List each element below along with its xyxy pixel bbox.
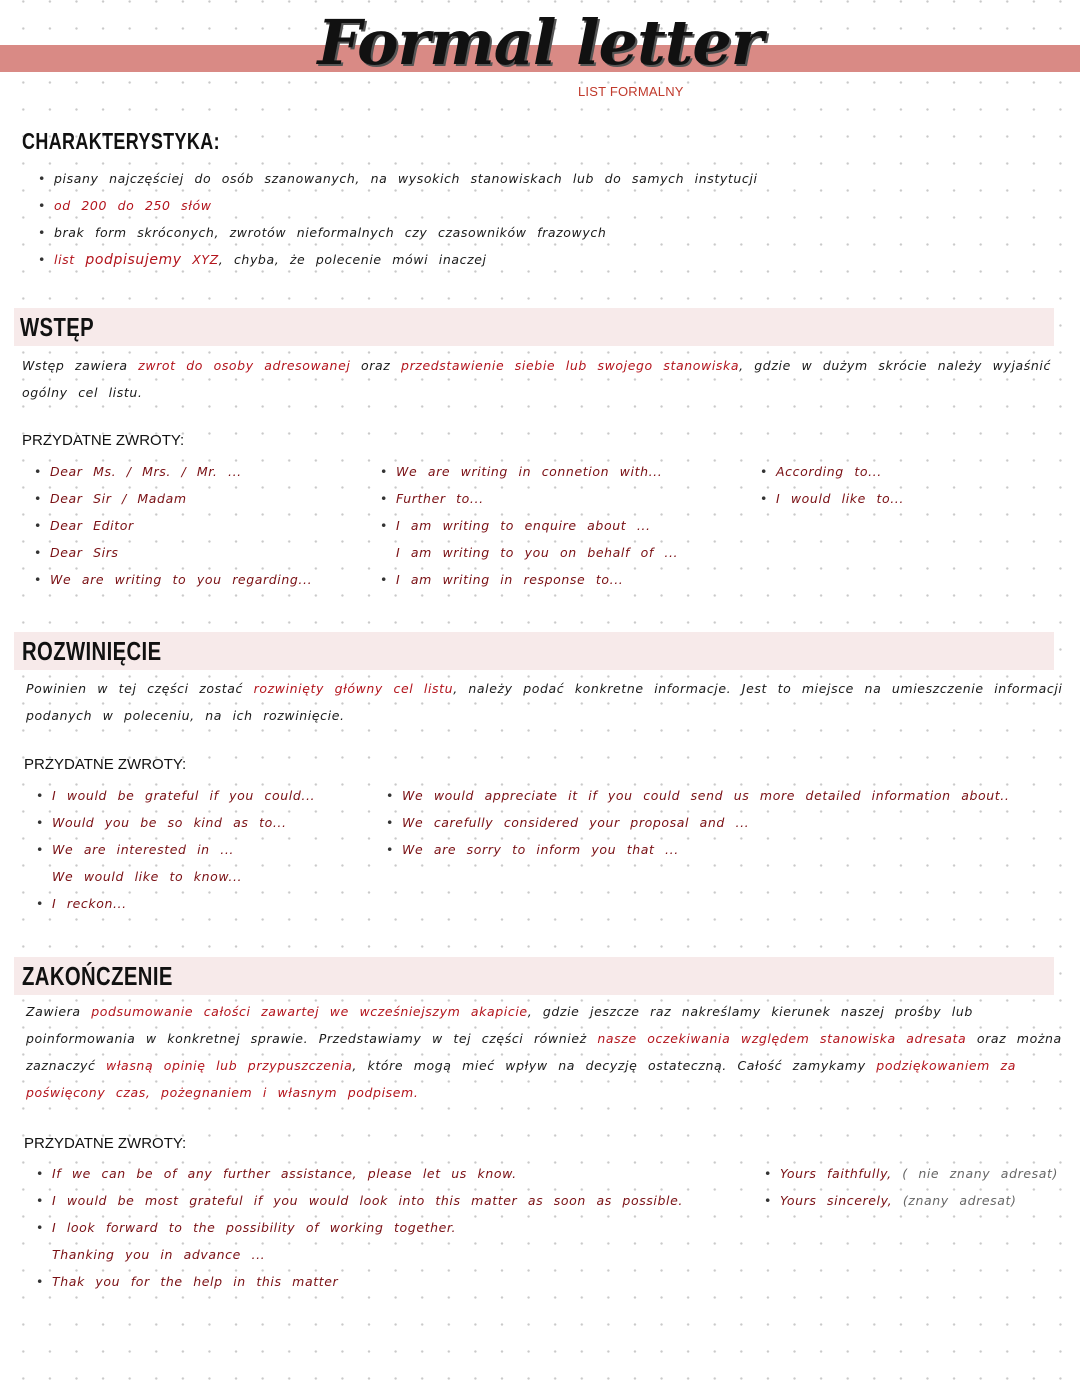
- phrase-item: • Dear Editor: [34, 512, 312, 539]
- closing-phrase: Yours sincerely,: [780, 1193, 893, 1208]
- rozwiniecie-phrases-col1: [36, 782, 315, 917]
- phrase-item: • Would you be so kind as to...: [36, 809, 315, 836]
- zakonczenie-phrases-col2: [764, 1160, 1058, 1214]
- phrase-item: • We carefully considered your proposal and ...: [386, 809, 1009, 836]
- list-item-text: od 200 do 250 słów: [54, 198, 212, 213]
- list-item-text: , chyba, że polecenie mówi inaczej: [218, 252, 487, 267]
- section-band-wstep: [14, 308, 1054, 346]
- phrase-item: • If we can be of any further assistance, please let us know.: [36, 1160, 683, 1187]
- phrase-item: • I would like to...: [760, 485, 904, 512]
- phrase-item: • We are sorry to inform you that ...: [386, 836, 1009, 863]
- list-item: [38, 246, 758, 273]
- phrase-item: We would like to know...: [52, 869, 243, 884]
- phrase-item: • We are interested in ...: [36, 836, 315, 863]
- signature-tag: XYZ: [192, 252, 219, 267]
- highlight-text: nasze oczekiwania względem stanowiska adresata: [597, 1031, 967, 1046]
- highlight-text: rozwinięty główny cel listu: [253, 681, 454, 696]
- highlight-text: podpisujemy: [85, 252, 182, 268]
- rozwiniecie-paragraph: [26, 675, 1066, 729]
- phrase-item: • I would be grateful if you could...: [36, 782, 315, 809]
- characteristics-list: [38, 165, 758, 273]
- zakonczenie-phrases-col1: [36, 1160, 683, 1295]
- paragraph-text: , gdzie jeszcze raz nakreślamy kierunek naszej prośby lub poinformowania w konkretnej sprawie. Przedstawiamy w tej części również: [26, 1004, 973, 1046]
- paragraph-text: Powinien w tej części zostać: [26, 681, 244, 696]
- highlight-text: przedstawienie siebie lub swojego stanowiska: [401, 358, 740, 373]
- wstep-paragraph: [22, 352, 1062, 406]
- paragraph-text: Wstęp zawiera: [22, 358, 128, 373]
- paragraph-text: oraz można zaznaczyć: [26, 1031, 1062, 1073]
- closing-note: ( nie znany adresat): [902, 1166, 1058, 1181]
- phrase-item: • Dear Sir / Madam: [34, 485, 312, 512]
- paragraph-text: Zawiera: [26, 1004, 81, 1019]
- rozwiniecie-phrases-col2: [386, 782, 1009, 863]
- section-heading-rozwiniecie: ROZWINIĘCIE: [22, 636, 162, 666]
- phrase-item: • Further to...: [380, 485, 678, 512]
- section-heading-charakterystyka: CHARAKTERYSTYKA:: [22, 128, 220, 154]
- phrase-item: • I am writing in response to...: [380, 566, 678, 593]
- phrase-item: • According to...: [760, 458, 904, 485]
- paragraph-text: , które mogą mieć wpływ na decyzję ostateczną. Całość zamykamy: [352, 1058, 866, 1073]
- closing-note: (znany adresat): [902, 1193, 1017, 1208]
- closing-item: [764, 1160, 1058, 1187]
- closing-phrase: Yours faithfully,: [780, 1166, 892, 1181]
- paragraph-text: , należy podać konkretne informacje. Jest to miejsce na umieszczenie informacji podanych w poleceniu, na ich rozwinięcie.: [26, 681, 1063, 723]
- list-item: [38, 165, 758, 192]
- phrase-item: • We are writing in connetion with...: [380, 458, 678, 485]
- phrase-item: • I am writing to enquire about ...: [380, 512, 678, 539]
- highlight-text: podziękowaniem za poświęcony czas, pożegnaniem i własnym podpisem.: [26, 1058, 1016, 1100]
- wstep-phrases-col2: [380, 458, 678, 593]
- section-band-rozwiniecie: [14, 632, 1054, 670]
- phrase-item: • Dear Ms. / Mrs. / Mr. ...: [34, 458, 312, 485]
- phrases-label: PRZYDATNE ZWROTY:: [24, 1135, 187, 1152]
- list-item-text: brak form skróconych, zwrotów nieformalnych czy czasowników frazowych: [54, 225, 607, 240]
- section-heading-zakonczenie: ZAKOŃCZENIE: [22, 961, 173, 991]
- phrase-item: • Thak you for the help in this matter: [36, 1268, 683, 1295]
- phrase-item: • Dear Sirs: [34, 539, 312, 566]
- phrase-item: • I would be most grateful if you would look into this matter as soon as possible.: [36, 1187, 683, 1214]
- section-heading-wstep: WSTĘP: [20, 312, 95, 342]
- list-item-text: pisany najczęściej do osób szanowanych, na wysokich stanowiskach lub do samych instytucji: [54, 171, 758, 186]
- list-item: [38, 219, 758, 246]
- list-item: [38, 192, 758, 219]
- phrase-item: • I look forward to the possibility of working together.: [36, 1214, 683, 1241]
- page-title: Formal letter: [317, 6, 763, 79]
- list-item-text: list: [54, 252, 75, 267]
- phrase-item: • We are writing to you regarding...: [34, 566, 312, 593]
- phrase-item: • I reckon...: [36, 890, 315, 917]
- phrases-label: PRZYDATNE ZWROTY:: [22, 432, 185, 449]
- page-subtitle: LIST FORMALNY: [578, 84, 684, 99]
- wstep-phrases-col1: [34, 458, 312, 593]
- phrase-item: • We would appreciate it if you could send us more detailed information about..: [386, 782, 1009, 809]
- highlight-text: własną opinię lub przypuszczenia: [106, 1058, 353, 1073]
- paragraph-text: , gdzie w dużym skrócie należy wyjaśnić ogólny cel listu.: [22, 358, 1051, 400]
- highlight-text: podsumowanie całości zawartej we wcześniejszym akapicie: [91, 1004, 528, 1019]
- closing-item: [764, 1187, 1058, 1214]
- phrases-label: PRZYDATNE ZWROTY:: [24, 756, 187, 773]
- zakonczenie-paragraph: [26, 998, 1066, 1106]
- highlight-text: zwrot do osoby adresowanej: [138, 358, 351, 373]
- paragraph-text: oraz: [361, 358, 391, 373]
- phrase-item: I am writing to you on behalf of ...: [396, 545, 679, 560]
- wstep-phrases-col3: [760, 458, 904, 512]
- phrase-item: Thanking you in advance ...: [52, 1247, 266, 1262]
